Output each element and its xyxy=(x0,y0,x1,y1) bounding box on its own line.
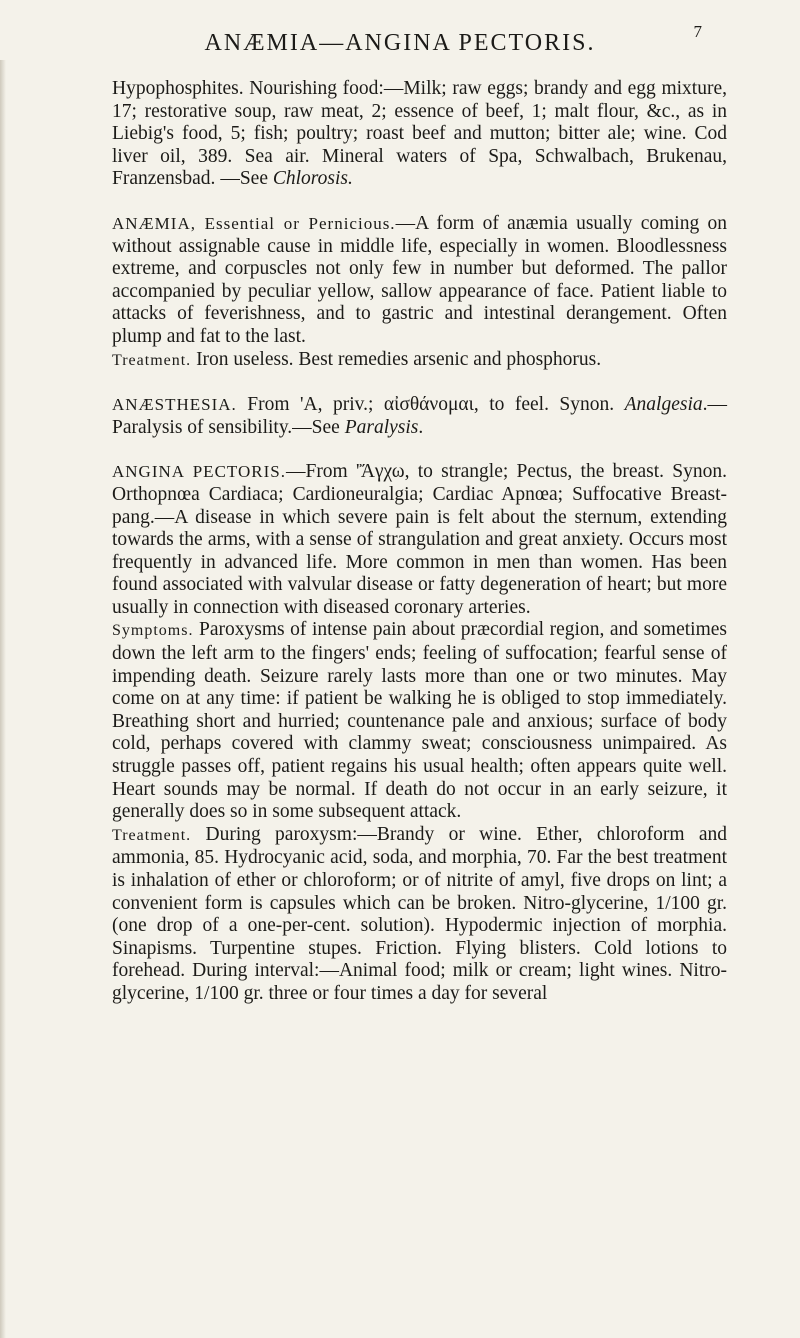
anaemia-treatment-text: Iron useless. Best remedies arsenic and phosphorus. xyxy=(191,348,602,370)
angina-treatment-interval: During interval:—Animal food; milk or cream; light wines. Nitro-glycerine, 1/100 gr. three or four times a day for several xyxy=(112,960,727,1004)
entry-anaesthesia xyxy=(112,394,727,439)
angina-treatment-paroxysm: During paroxysm:—Brandy or wine. Ether, chloroform and ammonia, 85. Hydrocyanic acid, soda, and morphia, 70. Far the best treatment is inhalation of ether or chloroform; or of nitrite of amyl, five drops on lint; a convenient form is capsules which can be broken. Nitro-glycerine, 1/100 gr. (one drop of a one-per-cent. solution). Hypodermic injection of morphia. Sinapisms. Turpentine stupes. Friction. Flying blisters. Cold lotions to forehead. xyxy=(112,823,727,982)
treatment-label: Treatment. xyxy=(112,351,192,369)
entry-body-anaesthesia: From 'A, priv.; αἰσθάνομαι, to feel. Synon. xyxy=(236,394,625,416)
symptoms-label: Symptoms. xyxy=(112,622,194,640)
entry-heading-anaesthesia: ANÆSTHESIA. xyxy=(112,395,237,415)
entry-end: . xyxy=(418,416,424,438)
angina-treatment xyxy=(112,824,727,1006)
page-number: 7 xyxy=(693,22,702,41)
see-paralysis-ref: Paralysis xyxy=(344,416,419,438)
treatment-label: Treatment. xyxy=(112,826,192,844)
entry-heading-anaemia: ANÆMIA, Essential or Pernicious. xyxy=(112,213,396,233)
synonym-analgesia: Analgesia xyxy=(624,394,703,416)
text-column xyxy=(112,78,727,1006)
running-head: ANÆMIA—ANGINA PECTORIS. xyxy=(204,30,596,56)
entry-anaemia xyxy=(112,213,727,349)
entry-body-anaemia: —A form of anæmia usually coming on without assignable cause in middle life, especially in women. Bloodlessness extreme, and corpuscles not only few in number but deformed. The pallor accompanied by peculiar yellow, sallow appearance of face. Patient liable to attacks of feverishness, and to gastric and intestinal derangement. Often plump and fat to the last. xyxy=(112,212,727,347)
angina-symptoms-text: Paroxysms of intense pain about præcordial region, and sometimes down the left arm to the fingers' ends; feeling of suffocation; fearful sense of impending death. Seizure rarely lasts more than one or two minutes. May come on at any time: if patient be walking he is obliged to stop immediately. Breathing short and hurried; countenance pale and anxious; surface of body cold, perhaps covered with clammy sweat; consciousness unimpaired. As struggle passes off, patient regains his usual health; often appears quite well. Heart sounds may be normal. If death do not occur in an early seizure, it generally does so in some subsequent attack. xyxy=(112,619,727,823)
anaemia-treatment xyxy=(112,349,727,373)
page-binding-edge xyxy=(0,60,6,1338)
entry-body-anaesthesia-2: .—Paralysis of sensibility.—See xyxy=(112,394,727,438)
see-prefix: —See xyxy=(220,168,273,190)
entry-angina-pectoris xyxy=(112,461,727,619)
entry-heading-angina: ANGINA PECTORIS. xyxy=(112,462,286,482)
intro-text: Hypophosphites. Nourishing food:—Milk; raw eggs; brandy and egg mixture, 17; restorative soup, raw meat, 2; essence of beef, 1; malt flour, &c., as in Liebig's food, 5; fish; poultry; roast beef and mutton; bitter ale; wine. Cod liver oil, 389. Sea air. Mineral waters of Spa, Schwalbach, Brukenau, Franzensbad. xyxy=(112,78,727,190)
angina-symptoms xyxy=(112,619,727,823)
intro-paragraph xyxy=(112,78,727,191)
entry-body-angina: —From 'Ἄγχω, to strangle; Pectus, the breast. Synon. Orthopnœa Cardiaca; Cardioneuralgia; Cardiac Apnœa; Suffocative Breast-pang.—A disease in which severe pain is felt about the sternum, extending towards the arms, with a sense of strangulation and great anxiety. Occurs most frequently in advanced life. More common in men than women. Has been found associated with valvular disease or fatty degeneration of heart; but more usually in connection with diseased coronary arteries. xyxy=(112,461,728,618)
see-chlorosis-ref: Chlorosis. xyxy=(272,168,353,190)
